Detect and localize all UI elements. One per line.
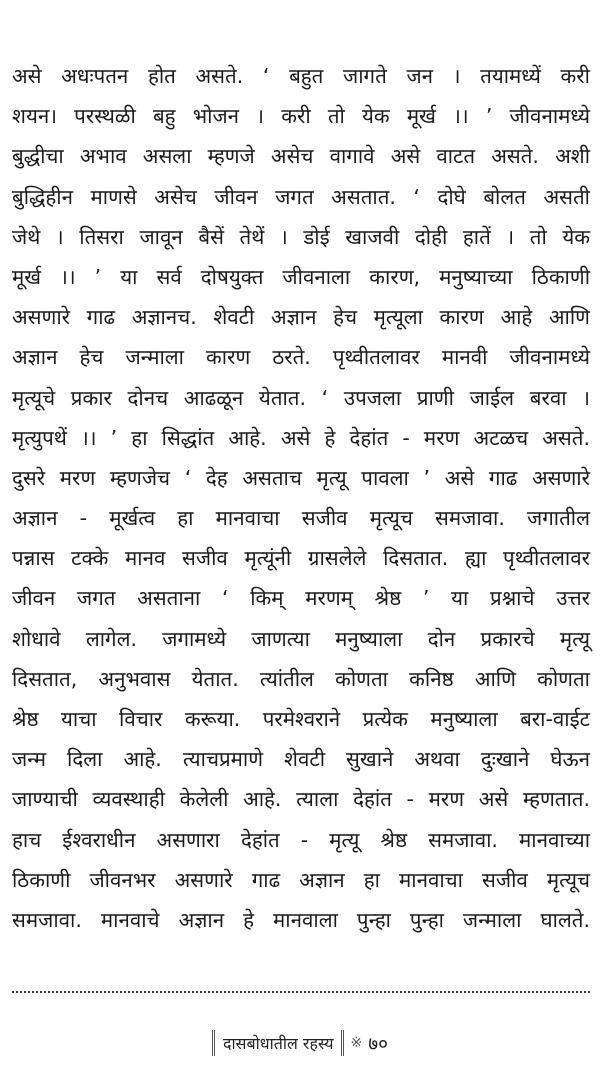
text-line: जाण्याची व्यवस्थाही केलेली आहे. त्याला देहांत - मरण असे म्हणतात. [12,787,590,812]
text-line: बुद्धिहीन माणसे असेच जीवन जगत असतात. ‘ दोघे बोलत असती [12,184,590,209]
body-text [12,56,590,940]
text-line: जीवन जगत असताना ‘ किम् मरणम् श्रेष्ठ ’ या प्रश्नाचे उत्तर [12,586,590,611]
text-line: अज्ञान हेच जन्माला कारण ठरते. पृथ्वीतलावर मानवी जीवनामध्ये [12,345,590,370]
text-line: जन्म दिला आहे. त्याचप्रमाणे शेवटी सुखाने अथवा दुःखाने घेऊन [12,747,590,772]
text-line: मृत्यूचे प्रकार दोनच आढळून येतात. ‘ उपजला प्राणी जाईल बरवा । [12,385,590,410]
text-line: हाच ईश्वराधीन असणारा देहांत - मृत्यू श्रेष्ठ समजावा. मानवाच्या [12,827,590,852]
text-line: समजावा. मानवाचे अज्ञान हे मानवाला पुन्हा पुन्हा जन्माला घालते. [12,907,590,932]
text-line: मूर्ख ।। ’ या सर्व दोषयुक्त जीवनाला कारण, मनुष्याच्या ठिकाणी [12,264,590,289]
text-line: बुद्धीचा अभाव असला म्हणजे असेच वागावे असे वाटत असते. अशी [12,144,590,169]
page-footer [0,1028,600,1058]
footer-divider [12,991,590,993]
text-line: अज्ञान - मूर्खत्व हा मानवाचा सजीव मृत्यूच समजावा. जगातील [12,506,590,531]
text-line: दिसतात, अनुभवास येतात. त्यांतील कोणता कनिष्ठ आणि कोणता [12,666,590,691]
text-line: असणारे गाढ अज्ञानच. शेवटी अज्ञान हेच मृत्यूला कारण आहे आणि [12,305,590,330]
text-line: पन्नास टक्के मानव सजीव मृत्यूंनी ग्रासलेले दिसतात. ह्या पृथ्वीतलावर [12,546,590,571]
text-line: जेथे । तिसरा जावून बैसें तेथें । डोई खाजवी दोही हातें । तो येक [12,224,590,249]
text-line: दुसरे मरण म्हणजेच ‘ देह असताच मृत्यू पावला ’ असे गाढ असणारे [12,465,590,490]
text-line: शोधावे लागेल. जगामध्ये जाणत्या मनुष्याला दोन प्रकारचे मृत्यू [12,626,590,651]
text-line: मृत्युपथें ।। ’ हा सिद्धांत आहे. असे हे देहांत - मरण अटळच असते. [12,425,590,450]
book-title: दासबोधातील रहस्य [212,1030,344,1056]
text-line: ठिकाणी जीवनभर असणारे गाढ अज्ञान हा मानवाचा सजीव मृत्यूच [12,867,590,892]
text-line: श्रेष्ठ याचा विचार करूया. परमेश्वराने प्रत्येक मनुष्याला बरा-वाईट [12,707,590,731]
text-line: असे अधःपतन होत असते. ‘ बहुत जागते जन । तयामध्यें करी [12,64,590,88]
page-number: ७० [368,1033,388,1055]
ornament-icon: ※ [350,1035,363,1051]
text-line: शयन। परस्थळी बहु भोजन । करी तो येक मूर्ख ।। ’ जीवनामध्ये [12,104,590,129]
